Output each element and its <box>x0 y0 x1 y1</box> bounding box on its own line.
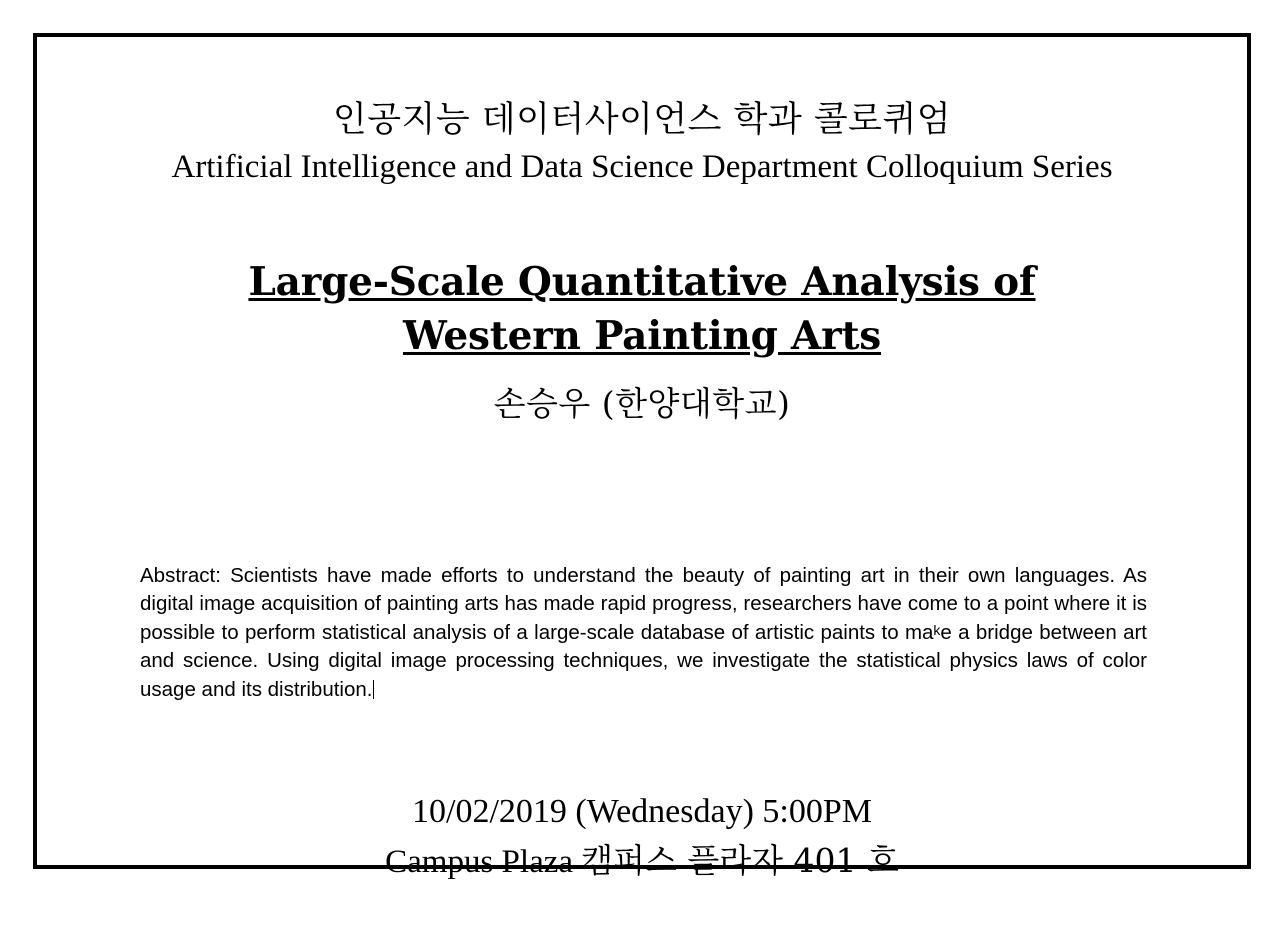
abstract-label: Abstract: <box>140 564 221 587</box>
event-details <box>37 789 1247 884</box>
text-cursor-caret <box>373 680 374 699</box>
poster-content <box>37 99 1247 927</box>
colloquium-series-header <box>37 99 1247 188</box>
abstract-text-part1: Scientists have made efforts to understand the beauty of painting art in their own languages. As digital image acquisition of painting arts has made rapid progress, researchers have come to a point where it is possible to perform statistical analysis of a large-scale database of artistic paints to ma <box>140 564 1147 644</box>
abstract-text-part2: e a bridge between art and science. Using digital image processing techniques, we investigate the statistical physics laws of color usage and its distribution. <box>140 620 1147 701</box>
abstract-raised-character: k <box>933 621 941 638</box>
event-location-latin: Campus Plaza <box>385 843 582 880</box>
poster-frame <box>33 33 1251 880</box>
abstract-paragraph <box>140 562 1147 704</box>
event-location-korean: 캠퍼스 플라자 401 호 <box>581 840 899 880</box>
series-title-korean: 인공지능 데이터사이언스 학과 콜로퀴엄 <box>332 100 952 140</box>
talk-title-line1: Large-Scale Quantitative Analysis of <box>248 259 1036 306</box>
series-title-english: Artificial Intelligence and Data Science Department Colloquium Series <box>171 149 1113 185</box>
event-location <box>37 839 1247 885</box>
speaker-name: 손승우 (한양대학교) <box>493 383 791 423</box>
talk-title <box>37 256 1247 364</box>
event-datetime: 10/02/2019 (Wednesday) 5:00PM <box>412 793 872 830</box>
talk-title-line2: Western Painting Arts <box>402 313 882 360</box>
